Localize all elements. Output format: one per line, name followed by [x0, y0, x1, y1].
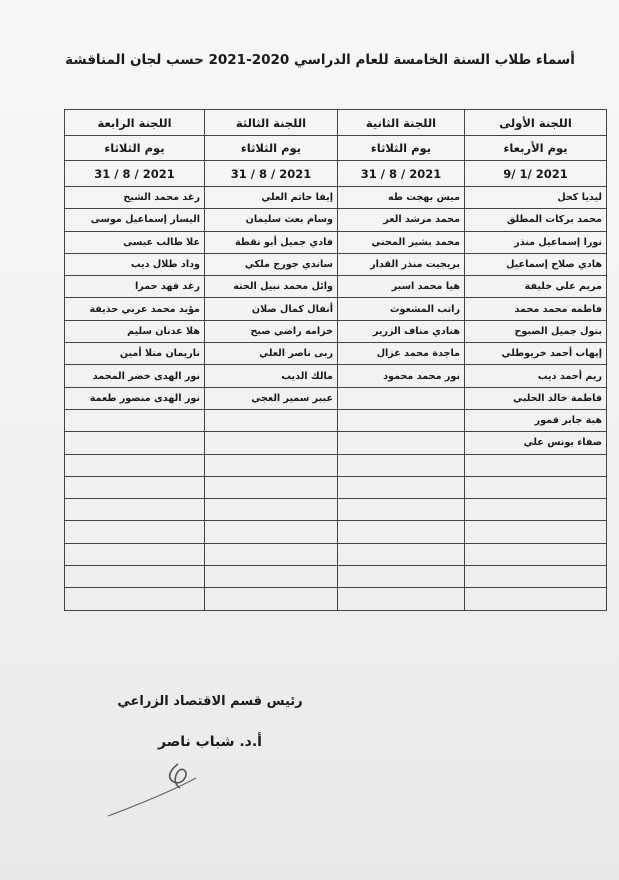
student-name-cell — [465, 521, 607, 543]
committee-date: 2021 / 8 / 31 — [65, 161, 205, 187]
student-name-cell — [205, 454, 338, 476]
student-name-cell — [205, 566, 338, 588]
student-name-cell: محمد بشير المحني — [338, 231, 465, 253]
student-name-cell: أنفال كمال صلان — [205, 298, 338, 320]
committee-name: اللجنة الثالثة — [205, 110, 338, 136]
table-row — [65, 588, 607, 610]
table-row — [65, 231, 607, 253]
committee-name: اللجنة الأولى — [465, 110, 607, 136]
student-name-cell — [338, 409, 465, 431]
student-name-cell — [465, 543, 607, 565]
student-name-cell — [205, 409, 338, 431]
signature-role: رئيس قسم الاقتصاد الزراعي — [117, 694, 303, 709]
student-name-cell — [205, 543, 338, 565]
student-name-cell: صفاء يونس علي — [465, 432, 607, 454]
student-name-cell: هيا محمد اسبر — [338, 276, 465, 298]
page-title: أسماء طلاب السنة الخامسة للعام الدراسي 2020-2021 حسب لجان المناقشة — [65, 52, 575, 68]
student-name-cell — [65, 432, 205, 454]
committee-name: اللجنة الرابعة — [65, 110, 205, 136]
student-name-cell: وسام بعث سليمان — [205, 209, 338, 231]
student-name-cell — [465, 476, 607, 498]
committee-name-row — [65, 110, 607, 136]
student-name-cell — [338, 387, 465, 409]
committee-day: يوم الأربعاء — [465, 136, 607, 161]
student-name-cell: ساندي جورج ملكي — [205, 253, 338, 275]
student-name-cell: فادي جميل أبو نقطة — [205, 231, 338, 253]
student-name-cell: ليديا كحل — [465, 187, 607, 209]
student-name-cell: ماجدة محمد غزال — [338, 343, 465, 365]
student-name-cell: هنادي مناف الزرير — [338, 320, 465, 342]
table-row — [65, 543, 607, 565]
committee-date-row — [65, 161, 607, 187]
student-name-cell: نور محمد محمود — [338, 365, 465, 387]
student-name-cell — [65, 476, 205, 498]
table-row — [65, 209, 607, 231]
table-row — [65, 298, 607, 320]
student-name-cell: رغد محمد الشيخ — [65, 187, 205, 209]
student-name-cell — [465, 454, 607, 476]
student-name-cell — [65, 499, 205, 521]
student-name-cell: نور الهدى خضر المحمد — [65, 365, 205, 387]
student-name-cell: فاطمة خالد الحلبي — [465, 387, 607, 409]
signature-name: أ.د. شباب ناصر — [158, 734, 262, 750]
committee-date: 2021 /1 /9 — [465, 161, 607, 187]
student-name-cell — [465, 499, 607, 521]
student-name-cell: نورا إسماعيل منذر — [465, 231, 607, 253]
student-name-cell: ميس بهجت طه — [338, 187, 465, 209]
student-name-cell — [205, 432, 338, 454]
student-name-cell — [205, 588, 338, 610]
committee-day: يوم الثلاثاء — [205, 136, 338, 161]
student-name-cell — [338, 476, 465, 498]
committee-day: يوم الثلاثاء — [65, 136, 205, 161]
student-name-cell: مريم علي خليفة — [465, 276, 607, 298]
table-row — [65, 187, 607, 209]
table-row — [65, 253, 607, 275]
committee-name: اللجنة الثانية — [338, 110, 465, 136]
table-row — [65, 320, 607, 342]
table-row — [65, 499, 607, 521]
student-name-cell — [65, 543, 205, 565]
student-name-cell — [465, 588, 607, 610]
student-name-cell — [338, 432, 465, 454]
committee-day-row — [65, 136, 607, 161]
student-name-cell: فاطمه محمد محمد — [465, 298, 607, 320]
student-name-cell: اليسار إسماعيل موسى — [65, 209, 205, 231]
table-row — [65, 566, 607, 588]
table-row — [65, 343, 607, 365]
student-name-cell — [65, 588, 205, 610]
committee-date: 2021 / 8 / 31 — [338, 161, 465, 187]
student-name-cell: علا طالب عيسى — [65, 231, 205, 253]
student-name-cell: وائل محمد نبيل الحته — [205, 276, 338, 298]
table-row — [65, 409, 607, 431]
table-row — [65, 276, 607, 298]
student-name-cell: بريجيت منذر القدار — [338, 253, 465, 275]
student-name-cell — [65, 521, 205, 543]
student-name-cell — [338, 499, 465, 521]
table-row — [65, 432, 607, 454]
committee-date: 2021 / 8 / 31 — [205, 161, 338, 187]
student-name-cell: راتب المشعوث — [338, 298, 465, 320]
table-row — [65, 476, 607, 498]
student-name-cell: عبير سمير العجي — [205, 387, 338, 409]
student-name-cell: ريم أحمد ديب — [465, 365, 607, 387]
student-name-cell: إيفا حاتم العلي — [205, 187, 338, 209]
student-name-cell — [205, 476, 338, 498]
student-name-cell: بتول جميل الصبوح — [465, 320, 607, 342]
student-name-cell — [65, 454, 205, 476]
student-name-cell — [65, 566, 205, 588]
student-name-cell — [205, 521, 338, 543]
student-name-cell — [338, 588, 465, 610]
table-row — [65, 365, 607, 387]
student-name-cell: نور الهدى منصور طعمة — [65, 387, 205, 409]
student-name-cell: إيهاب أحمد خريوطلي — [465, 343, 607, 365]
student-name-cell: ناريمان منلا أمين — [65, 343, 205, 365]
student-name-cell — [338, 566, 465, 588]
student-name-cell: هلا عدنان سليم — [65, 320, 205, 342]
student-name-cell: هبة جابر قمور — [465, 409, 607, 431]
student-name-cell: ربى ناصر العلي — [205, 343, 338, 365]
committee-day: يوم الثلاثاء — [338, 136, 465, 161]
student-name-cell: هادي صلاح إسماعيل — [465, 253, 607, 275]
student-name-cell — [338, 543, 465, 565]
table-row — [65, 454, 607, 476]
student-name-cell — [338, 454, 465, 476]
student-name-cell: محمد بركات المطلق — [465, 209, 607, 231]
student-name-cell — [205, 499, 338, 521]
table-row — [65, 387, 607, 409]
student-name-cell: مالك الديب — [205, 365, 338, 387]
student-name-cell: خزامه راضي صبح — [205, 320, 338, 342]
table-row — [65, 521, 607, 543]
student-name-cell: رغد فهد حمرا — [65, 276, 205, 298]
committees-table — [64, 109, 607, 611]
student-name-cell: محمد مرشد العر — [338, 209, 465, 231]
student-name-cell: وداد طلال ديب — [65, 253, 205, 275]
student-name-cell — [65, 409, 205, 431]
student-name-cell — [338, 521, 465, 543]
handwritten-signature — [100, 752, 220, 822]
student-name-cell — [465, 566, 607, 588]
student-name-cell: مؤيد محمد عربي حذيفة — [65, 298, 205, 320]
